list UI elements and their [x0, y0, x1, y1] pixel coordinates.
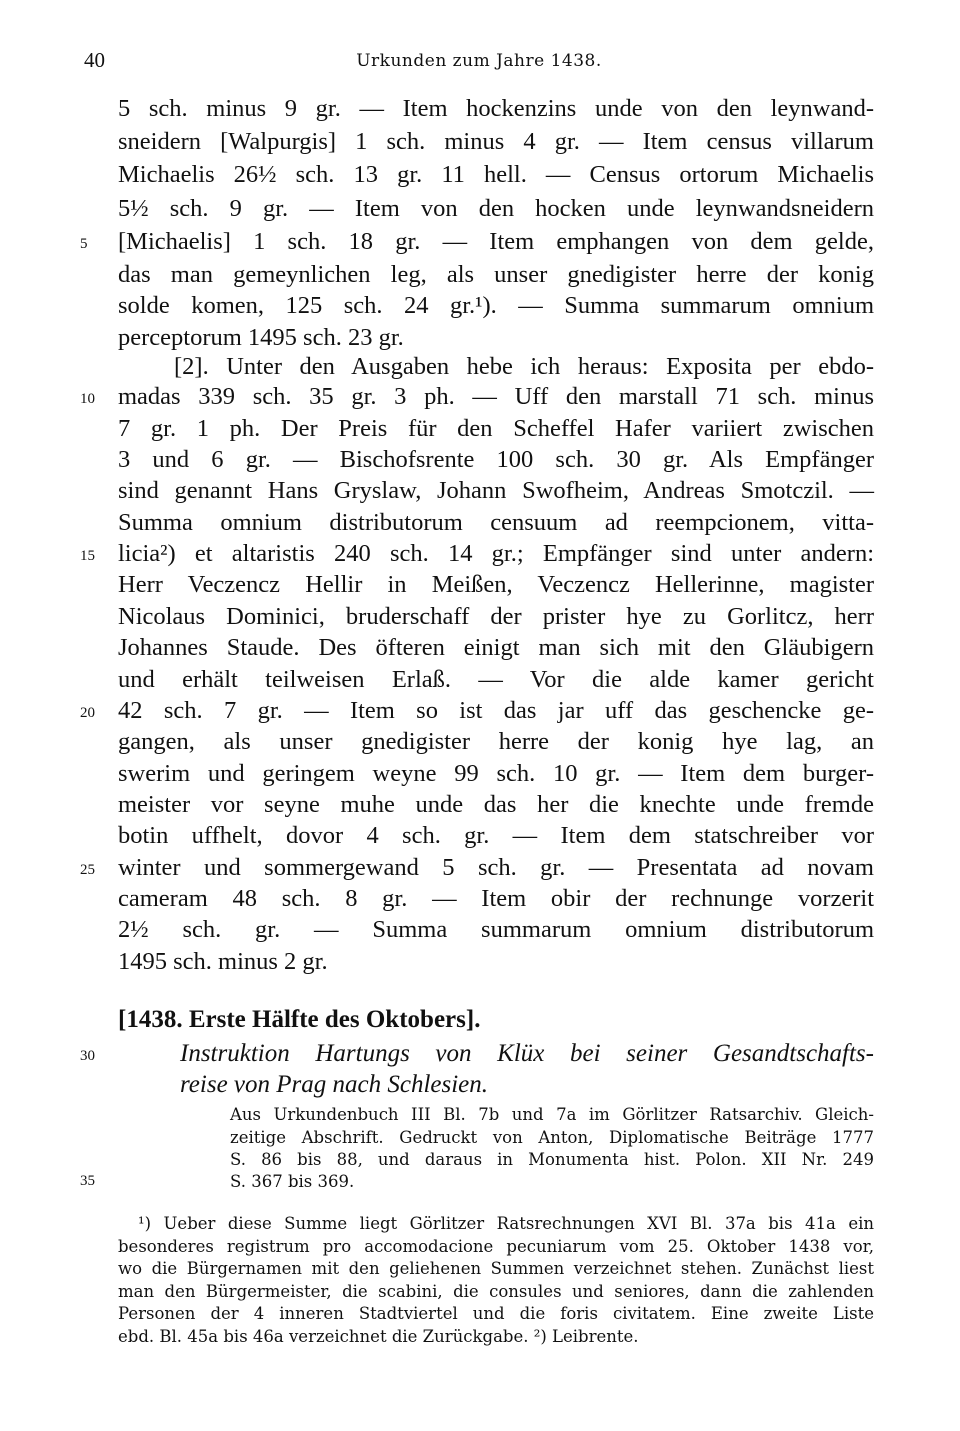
body-line: gangen, als unser gnedigister herre der konig hye lag, an	[118, 728, 874, 755]
body-line: Johannes Staude. Des öfteren einigt man sich mit den Gläubigern	[118, 634, 874, 661]
line-number: 5	[80, 236, 88, 252]
body-line: Michaelis 26½ sch. 13 gr. 11 hell. — Census ortorum Michaelis	[118, 161, 874, 188]
body-line: sneidern [Walpurgis] 1 sch. minus 4 gr. — Item census villarum	[118, 128, 874, 155]
body-line: 1495 sch. minus 2 gr.	[118, 948, 328, 975]
body-line: madas 339 sch. 35 gr. 3 ph. — Uff den marstall 71 sch. minus	[118, 383, 874, 410]
body-line: meister vor seyne muhe unde das her die knechte unde fremde	[118, 791, 874, 818]
body-line: 2½ sch. gr. — Summa summarum omnium distributorum	[118, 916, 874, 943]
body-line: solde komen, 125 sch. 24 gr.¹). — Summa summarum omnium	[118, 292, 874, 319]
footnote-line: besonderes registrum pro accomodacione pecuniarum vom 25. Oktober 1438 vor,	[118, 1237, 874, 1256]
body-line: und erhält teilweisen Erlaß. — Vor die alde kamer gericht	[118, 666, 874, 693]
body-line: das man gemeynlichen leg, als unser gnedigister herre der konig	[118, 261, 874, 288]
footnote-line: ebd. Bl. 45a bis 46a verzeichnet die Zurückgabe. ²) Leibrente.	[118, 1327, 639, 1346]
source-line: Aus Urkundenbuch III Bl. 7b und 7a im Görlitzer Ratsarchiv. Gleich-	[230, 1105, 874, 1124]
page-header	[84, 48, 874, 78]
body-line: 5 sch. minus 9 gr. — Item hockenzins unde von den leynwand-	[118, 95, 874, 122]
body-line: licia²) et altaristis 240 sch. 14 gr.; Empfänger sind unter andern:	[118, 540, 874, 567]
line-number: 25	[80, 862, 95, 878]
body-line: cameram 48 sch. 8 gr. — Item obir der rechnunge vorzerit	[118, 885, 874, 912]
page-number: 40	[84, 48, 105, 72]
line-number: 35	[80, 1173, 95, 1189]
footnote-line: Personen der 4 inneren Stadtviertel und die foris civitatem. Eine zweite Liste	[118, 1304, 874, 1323]
footnote-line: man den Bürgermeister, die scabini, die consules und seniores, dann die zahlenden	[118, 1282, 874, 1301]
body-line: perceptorum 1495 sch. 23 gr.	[118, 324, 404, 351]
body-line: Herr Veczencz Hellir in Meißen, Veczencz Hellerinne, magister	[118, 571, 874, 598]
body-line: Summa omnium distributorum censuum ad reempcionem, vitta-	[118, 509, 874, 536]
body-line: 3 und 6 gr. — Bischofsrente 100 sch. 30 gr. Als Empfänger	[118, 446, 874, 473]
footnote-line: wo die Bürgernamen mit den geliehenen Summen verzeichnet stehen. Zunächst liest	[118, 1259, 874, 1278]
body-line: [Michaelis] 1 sch. 18 gr. — Item emphangen von dem gelde,	[118, 228, 874, 255]
line-number: 15	[80, 548, 95, 564]
line-number: 30	[80, 1048, 95, 1064]
body-line: 7 gr. 1 ph. Der Preis für den Scheffel Hafer variiert zwischen	[118, 415, 874, 442]
running-head: Urkunden zum Jahre 1438.	[356, 51, 602, 71]
source-line: S. 86 bis 88, und daraus in Monumenta hist. Polon. XII Nr. 249	[230, 1150, 874, 1169]
body-line: 5½ sch. 9 gr. — Item von den hocken unde leynwandsneidern	[118, 195, 874, 222]
body-line: 42 sch. 7 gr. — Item so ist das jar uff das geschencke ge-	[118, 697, 874, 724]
document-title-line: reise von Prag nach Schlesien.	[180, 1071, 489, 1098]
body-line: swerim und geringem weyne 99 sch. 10 gr. — Item dem burger-	[118, 760, 874, 787]
body-line: [2]. Unter den Ausgaben hebe ich heraus: Exposita per ebdo-	[174, 353, 874, 380]
line-number: 10	[80, 391, 95, 407]
document-title-line: Instruktion Hartungs von Klüx bei seiner Gesandtschafts-	[180, 1040, 874, 1067]
body-line: sind genannt Hans Gryslaw, Johann Swofheim, Andreas Smotczil. —	[118, 477, 874, 504]
line-number: 20	[80, 705, 95, 721]
footnote-line: ¹) Ueber diese Summe liegt Görlitzer Ratsrechnungen XVI Bl. 37a bis 41a ein	[138, 1214, 874, 1233]
source-line: S. 367 bis 369.	[230, 1172, 355, 1191]
body-line: botin uffhelt, dovor 4 sch. gr. — Item dem statschreiber vor	[118, 822, 874, 849]
body-line: winter und sommergewand 5 sch. gr. — Presentata ad novam	[118, 854, 874, 881]
source-line: zeitige Abschrift. Gedruckt von Anton, Diplomatische Beiträge 1777	[230, 1128, 874, 1147]
body-line: Nicolaus Dominici, bruderschaff der prister hye zu Gorlitcz, herr	[118, 603, 874, 630]
document-heading: [1438. Erste Hälfte des Oktobers].	[118, 1006, 481, 1033]
